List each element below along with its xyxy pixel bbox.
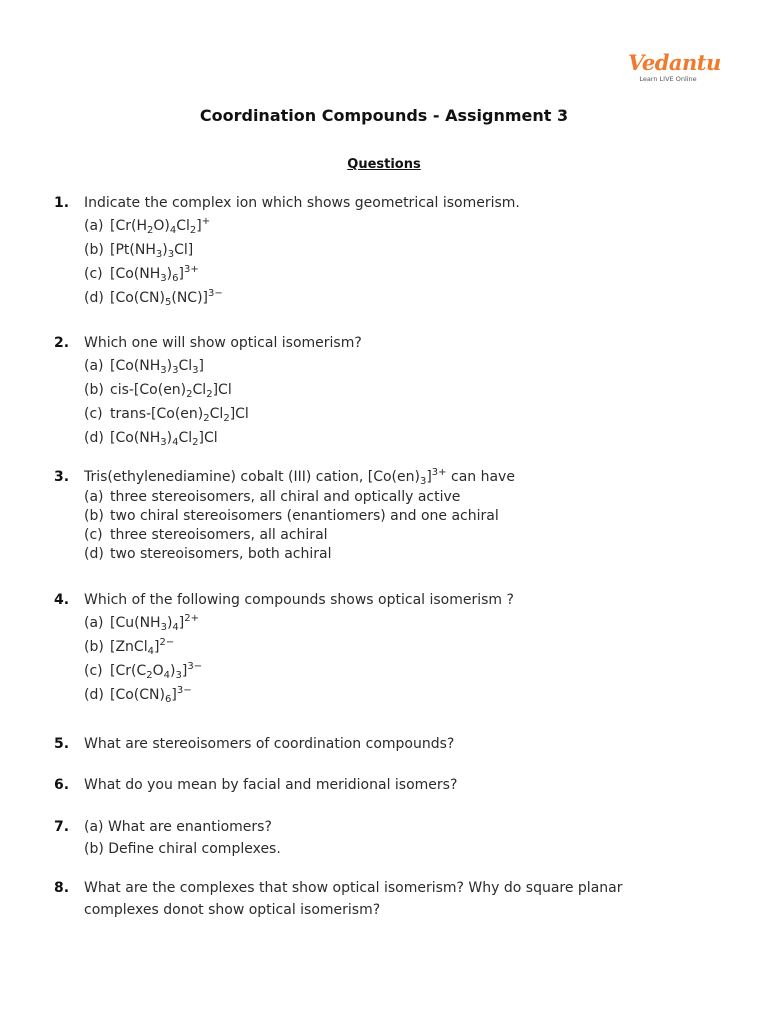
question-number: 5.	[54, 736, 70, 752]
options-list	[84, 354, 728, 450]
option-d	[84, 426, 728, 450]
option-a	[84, 214, 728, 238]
option-label: (c)	[84, 663, 103, 679]
option-label: (c)	[84, 266, 103, 282]
option-value: three stereoisomers, all chiral and optically active	[110, 489, 461, 505]
option-b	[84, 378, 728, 402]
option-label: (a)	[84, 358, 104, 374]
option-d	[84, 286, 728, 310]
question-text: Tris(ethylenediamine) cobalt (III) cation, $[Co(en)_3]^{3+}$ can have	[84, 467, 515, 487]
question-text: What are the complexes that show optical isomerism? Why do square planar complexes donot show optical isomerism?	[84, 880, 623, 918]
question-3	[54, 466, 728, 564]
question-text: Indicate the complex ion which shows geometrical isomerism.	[84, 195, 520, 211]
option-label: (c)	[84, 527, 103, 543]
question-text: Which one will show optical isomerism?	[84, 335, 362, 351]
option-b	[84, 507, 728, 526]
options-list	[84, 214, 728, 310]
question-6	[54, 774, 728, 796]
option-label: (b)	[84, 382, 104, 398]
option-value: three stereoisomers, all achiral	[110, 527, 328, 543]
question-number: 8.	[54, 880, 70, 896]
question-number: 4.	[54, 592, 70, 608]
option-c	[84, 402, 728, 426]
option-label: (b)	[84, 639, 104, 655]
question-number: 2.	[54, 335, 70, 351]
question-text: What are stereoisomers of coordination compounds?	[84, 736, 455, 752]
option-label: (d)	[84, 687, 104, 703]
option-value: $[Co(NH_3)_3Cl_3]$	[110, 358, 204, 376]
option-value: $[Co(NH_3)_4Cl_2]Cl$	[110, 430, 218, 448]
option-label: (d)	[84, 546, 104, 562]
option-a	[84, 611, 728, 635]
option-value: $[Co(NH_3)_6]^{3+}$	[110, 264, 199, 284]
section-heading: Questions	[347, 157, 421, 172]
option-label: (b)	[84, 508, 104, 524]
question-1	[54, 192, 728, 310]
option-d	[84, 683, 728, 707]
vedantu-logo	[628, 50, 721, 83]
options-list	[84, 488, 728, 564]
logo-wordmark: Vedantu	[628, 50, 721, 75]
option-label: (a)	[84, 615, 104, 631]
option-b	[84, 635, 728, 659]
option-b	[84, 238, 728, 262]
option-label: (a)	[84, 489, 104, 505]
question-number: 3.	[54, 469, 70, 485]
question-number: 1.	[54, 195, 70, 211]
option-label: (c)	[84, 406, 103, 422]
logo-tagline: Learn LIVE Online	[639, 75, 697, 83]
option-value: cis-$[Co(en)_2Cl_2]Cl$	[110, 382, 232, 400]
option-value: trans-$[Co(en)_2Cl_2]Cl$	[110, 406, 249, 424]
question-2	[54, 332, 728, 450]
option-value: $[Co(CN)_6]^{3-}$	[110, 685, 192, 705]
option-value: $[Co(CN)_5(NC)]^{3-}$	[110, 288, 223, 308]
question-4	[54, 589, 728, 707]
option-c	[84, 526, 728, 545]
option-value: [ZnCl$_4$]$^{2-}$	[110, 637, 175, 657]
option-value: two stereoisomers, both achiral	[110, 546, 332, 562]
option-value: $[Cu(NH_3)_4]^{2+}$	[110, 613, 200, 633]
page-title: Coordination Compounds - Assignment 3	[199, 106, 569, 125]
option-c	[84, 262, 728, 286]
option-value: $[Cr(H_2O)_4Cl_2]^+$	[110, 216, 211, 236]
question-5	[54, 733, 728, 755]
question-8	[54, 877, 728, 921]
option-label: (d)	[84, 430, 104, 446]
question-number: 6.	[54, 777, 70, 793]
option-label: (b)	[84, 242, 104, 258]
option-d	[84, 545, 728, 564]
question-7	[54, 816, 728, 860]
option-a	[84, 354, 728, 378]
option-value: $[Pt(NH_3)_3Cl]$	[110, 242, 194, 260]
option-value: two chiral stereoisomers (enantiomers) and one achiral	[110, 508, 499, 524]
options-list	[84, 611, 728, 707]
option-label: (a)	[84, 218, 104, 234]
question-text: (a) What are enantiomers? (b) Define chiral complexes.	[84, 819, 281, 857]
question-text: Which of the following compounds shows optical isomerism ?	[84, 592, 514, 608]
option-c	[84, 659, 728, 683]
option-label: (d)	[84, 290, 104, 306]
option-value: $[Cr(C_2O_4)_3]^{3-}$	[110, 661, 203, 681]
option-a	[84, 488, 728, 507]
question-text: What do you mean by facial and meridional isomers?	[84, 777, 458, 793]
question-number: 7.	[54, 819, 70, 835]
